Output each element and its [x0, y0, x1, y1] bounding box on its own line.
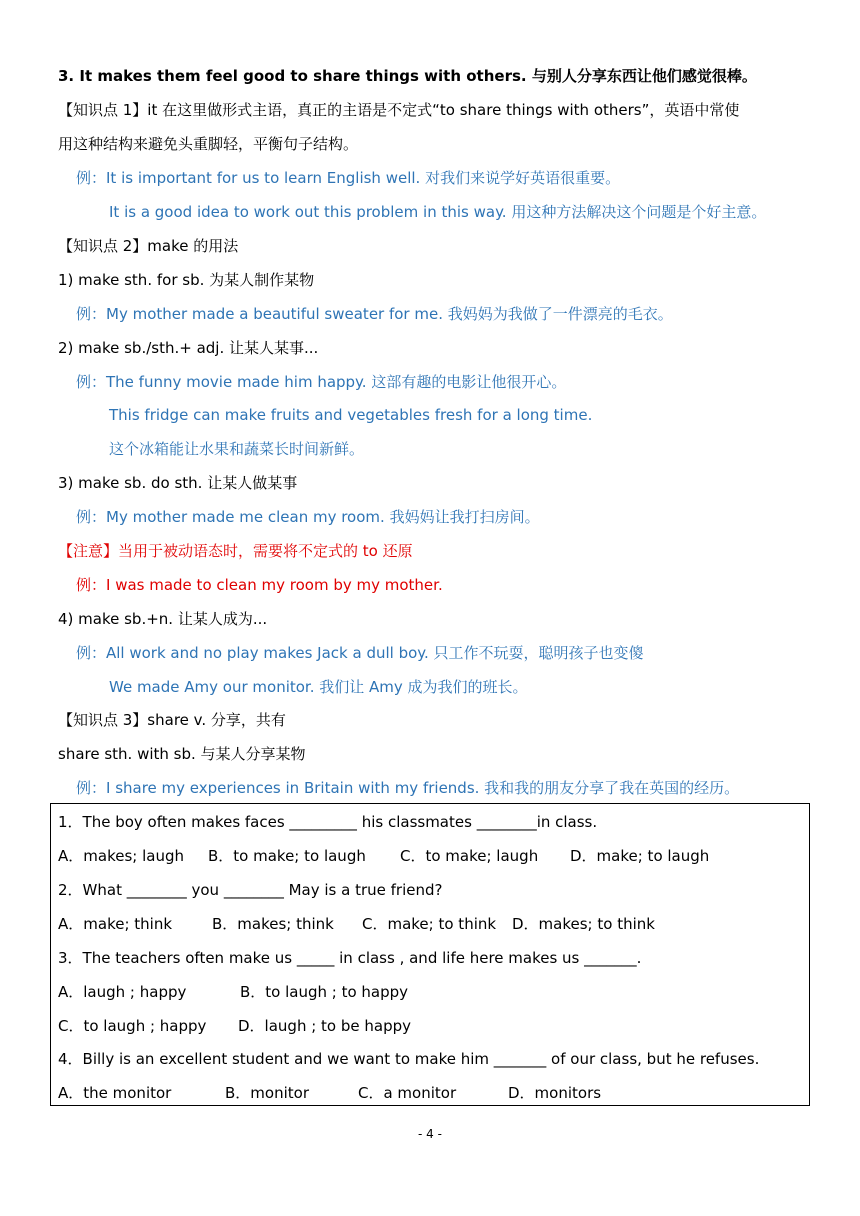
- make-usage-2: 2) make sb./sth.+ adj. 让某人某事...: [58, 339, 319, 357]
- kp1-example-1: 例：It is important for us to learn English well. 对我们来说学好英语很重要。: [76, 169, 621, 187]
- share-example: 例：I share my experiences in Britain with my friends. 我和我的朋友分享了我在英国的经历。: [76, 779, 740, 797]
- make-usage-4: 4) make sb.+n. 让某人成为...: [58, 610, 268, 628]
- knowledge-point-3-title: 【知识点 3】share v. 分享，共有: [58, 711, 286, 729]
- exercise-4-option-a: A．the monitor: [58, 1084, 172, 1102]
- exercise-3-option-a: A．laugh ; happy: [58, 983, 187, 1001]
- exercise-2-question: 2．What ________ you ________ May is a true friend?: [58, 881, 443, 899]
- knowledge-point-2-title: 【知识点 2】make 的用法: [58, 237, 239, 255]
- exercise-2-option-a: A．make; think: [58, 915, 173, 933]
- share-usage: share sth. with sb. 与某人分享某物: [58, 745, 306, 763]
- exercise-1-option-a: A．makes; laugh: [58, 847, 184, 865]
- exercise-1-option-c: C．to make; laugh: [400, 847, 539, 865]
- exercise-4-option-b: B．monitor: [225, 1084, 309, 1102]
- make-usage-2-example-2: This fridge can make fruits and vegetables fresh for a long time.: [109, 406, 593, 424]
- kp1-example-2: It is a good idea to work out this problem in this way. 用这种方法解决这个问题是个好主意。: [109, 203, 767, 221]
- make-usage-3: 3) make sb. do sth. 让某人做某事: [58, 474, 298, 492]
- make-usage-3-example: 例：My mother made me clean my room. 我妈妈让我打扫房间。: [76, 508, 540, 526]
- exercise-1-question: 1．The boy often makes faces _________ his classmates ________in class.: [58, 813, 598, 831]
- make-usage-1-example: 例：My mother made a beautiful sweater for me. 我妈妈为我做了一件漂亮的毛衣。: [76, 305, 673, 323]
- make-usage-4-example-2: We made Amy our monitor. 我们让 Amy 成为我们的班长。: [109, 678, 528, 696]
- make-usage-4-example-1: 例：All work and no play makes Jack a dull boy. 只工作不玩耍，聪明孩子也变傻: [76, 644, 644, 662]
- exercise-3-option-d: D．laugh ; to be happy: [238, 1017, 411, 1035]
- exercise-4-question: 4．Billy is an excellent student and we want to make him _______ of our class, but he refuses.: [58, 1050, 760, 1068]
- exercise-3-option-c: C．to laugh ; happy: [58, 1017, 207, 1035]
- make-usage-2-example-3: 这个冰箱能让水果和蔬菜长时间新鲜。: [109, 440, 365, 458]
- knowledge-point-1-line1: 【知识点 1】it 在这里做形式主语，真正的主语是不定式“to share things with others”，英语中常使: [58, 101, 740, 119]
- section-heading: 3. It makes them feel good to share things with others. 与别人分享东西让他们感觉很棒。: [58, 67, 757, 85]
- exercise-1-option-d: D．make; to laugh: [570, 847, 710, 865]
- exercise-1-option-b: B．to make; to laugh: [208, 847, 366, 865]
- exercise-4-option-d: D．monitors: [508, 1084, 602, 1102]
- page-number: - 4 -: [418, 1127, 442, 1141]
- exercise-2-option-c: C．make; to think: [362, 915, 497, 933]
- exercise-2-option-d: D．makes; to think: [512, 915, 655, 933]
- make-usage-2-example-1: 例：The funny movie made him happy. 这部有趣的电影让他很开心。: [76, 373, 567, 391]
- exercise-3-question: 3．The teachers often make us _____ in class , and life here makes us _______.: [58, 949, 642, 967]
- knowledge-point-1-line2: 用这种结构来避免头重脚轻，平衡句子结构。: [58, 135, 359, 153]
- make-usage-1: 1) make sth. for sb. 为某人制作某物: [58, 271, 315, 289]
- note-example: 例：I was made to clean my room by my mother.: [76, 576, 443, 594]
- exercise-2-option-b: B．makes; think: [212, 915, 334, 933]
- note-title: 【注意】当用于被动语态时，需要将不定式的 to 还原: [58, 542, 413, 560]
- exercise-4-option-c: C．a monitor: [358, 1084, 457, 1102]
- exercise-3-option-b: B．to laugh ; to happy: [240, 983, 409, 1001]
